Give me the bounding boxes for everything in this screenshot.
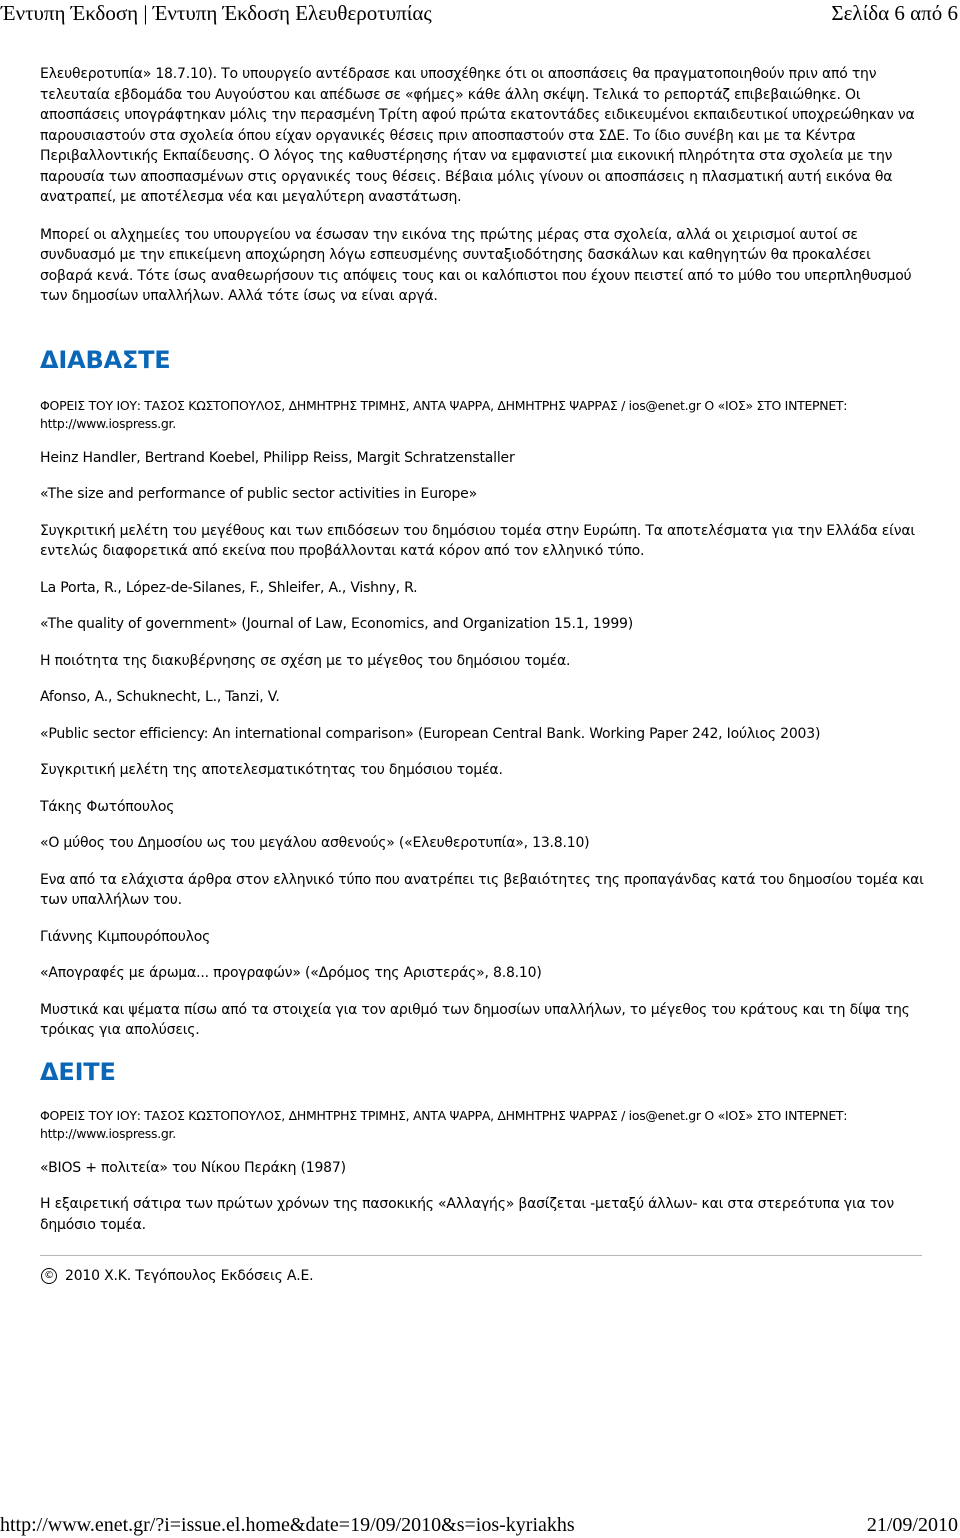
print-footer-date: 21/09/2010 xyxy=(866,1514,958,1536)
section-title-deite: ΔΕΙΤΕ xyxy=(40,1057,116,1086)
print-footer xyxy=(0,1512,960,1538)
watch-list-item: Η εξαιρετική σάτιρα των πρώτων χρόνων της πασοκικής «Αλλαγής» βασίζεται -μεταξύ άλλων- και στα στερεότυπα για τον δημόσιο τομέα. xyxy=(40,1196,895,1233)
print-header-title: Έντυπη Έκδοση | Έντυπη Έκδοση Ελευθεροτυπίας xyxy=(1,1,432,25)
reading-list-item: Τάκης Φωτόπουλος xyxy=(40,798,175,815)
print-header xyxy=(0,0,960,28)
reading-list-item: Συγκριτική μελέτη του μεγέθους και των επιδόσεων του δημόσιου τομέα στην Ευρώπη. Τα αποτελέσματα για την Ελλάδα είναι εντελώς διαφορετικά από εκείνα που προβάλλονται κατά κόρον από τον ελληνικό τύπο. xyxy=(40,522,915,559)
reading-list-item: Heinz Handler, Bertrand Koebel, Philipp Reiss, Margit Schratzenstaller xyxy=(40,449,515,466)
reading-list-item: «The quality of government» (Journal of Law, Economics, and Organization 15.1, 1999) xyxy=(40,616,634,632)
reading-list-item: Μυστικά και ψέματα πίσω από τα στοιχεία για τον αριθμό των δημοσίων υπαλλήλων, το μέγεθος του κράτους και τη δίψα της τρόικας για απολύσεις. xyxy=(40,1001,910,1038)
reading-list-item: Afonso, A., Schuknecht, L., Tanzi, V. xyxy=(40,689,280,705)
watch-list xyxy=(40,1158,925,1236)
reading-list-item: La Porta, R., López-de-Silanes, F., Shleifer, A., Vishny, R. xyxy=(40,579,418,596)
copyright-notice xyxy=(40,1266,925,1287)
copyright-icon: © xyxy=(41,1268,57,1284)
footer-divider xyxy=(40,1255,922,1256)
reading-list-item: Συγκριτική μελέτη της αποτελεσματικότητας του δημόσιου τομέα. xyxy=(40,762,503,778)
print-header-page-number: Σελίδα 6 από 6 xyxy=(831,1,958,25)
reading-list-item: «The size and performance of public sector activities in Europe» xyxy=(40,486,477,502)
print-footer-url: http://www.enet.gr/?i=issue.el.home&date=19/09/2010&s=ios-kyriakhs xyxy=(0,1514,575,1536)
reading-list-item: Η ποιότητα της διακυβέρνησης σε σχέση με το μέγεθος του δημόσιου τομέα. xyxy=(40,652,571,669)
publisher-credits: ΦΟΡΕΙΣ ΤΟΥ ΙΟΥ: ΤΑΣΟΣ ΚΩΣΤΟΠΟΥΛΟΣ, ΔΗΜΗΤΡΗΣ ΤΡΙΜΗΣ, ΑΝΤΑ ΨΑΡΡΑ, ΔΗΜΗΤΡΗΣ ΨΑΡΡΑΣ / ios@enet.gr Ο «ΙΟΣ» ΣΤΟ ΙΝΤΕΡΝΕΤ: http://www.iospress.gr. xyxy=(40,1107,848,1141)
reading-list-item: «Απογραφές με άρωμα... προγραφών» («Δρόμος της Αριστεράς», 8.8.10) xyxy=(40,965,542,981)
copyright-text: 2010 Χ.Κ. Τεγόπουλος Εκδόσεις Α.Ε. xyxy=(65,1268,314,1284)
article-paragraph: Μπορεί οι αλχημείες του υπουργείου να έσωσαν την εικόνα της πρώτης μέρας στα σχολεία, αλλά οι χειρισμοί αυτοί σε συνδυασμό με την επικείμενη αποχώρηση λόγω εσπευσμένης συνταξιοδότησης δασκάλων και καθηγητών θα προκαλέσει σοβαρά κενά. Τότε ίσως αναθεωρήσουν τις απόψεις τους και οι καλόπιστοι που έχουν πειστεί από το μύθο του υπερπληθυσμού των δημοσίων υπαλλήλων. Αλλά τότε ίσως να είναι αργά. xyxy=(40,226,912,304)
reading-list-item: «Public sector efficiency: An international comparison» (European Central Bank. Working Paper 242, Ιούλιος 2003) xyxy=(40,725,821,742)
reading-list xyxy=(40,448,925,1041)
watch-list-item: «BIOS + πολιτεία» του Νίκου Περάκη (1987) xyxy=(40,1159,346,1176)
section-title-diavaste: ΔΙΑΒΑΣΤΕ xyxy=(40,345,171,374)
article-paragraph: Ελευθεροτυπία» 18.7.10). Το υπουργείο αντέδρασε και υποσχέθηκε ότι οι αποσπάσεις θα πραγματοποιηθούν πριν από την τελευταία εβδομάδα του Αυγούστου και απέδωσε σε «φήμες» κάθε άλλη σκέψη. Τελικά το ρεπορτάζ επιβεβαιώθηκε. Οι αποσπάσεις υπογράφτηκαν μόλις την περασμένη Τρίτη αφού πρώτα εκατοντάδες ειδικευμένοι εκπαιδευτικοί υποχρεώθηκαν να παρουσιαστούν στα σχολεία όπου είχαν οργανικές θέσεις πριν αποσπαστούν στα ΣΔΕ. Το ίδιο συνέβη και με τα Κέντρα Περιβαλλοντικής Εκπαίδευσης. Ο λόγος της καθυστέρησης ήταν να εμφανιστεί μια εικονική πληρότητα στα σχολεία με την παρουσία των αποσπασμένων στις οργανικές τους θέσεις. Βέβαια μόλις γίνουν οι αποσπάσεις η πλασματική αυτή εικόνα θα ανατραπεί, με αποτέλεσμα νέα και μεγαλύτερη αναστάτωση. xyxy=(40,66,915,205)
reading-list-item: Ενα από τα ελάχιστα άρθρα στον ελληνικό τύπο που ανατρέπει τις βεβαιότητες της προπαγάνδας κατά του δημοσίου τομέα και των υπαλλήλων του. xyxy=(40,871,924,908)
article-body xyxy=(40,64,925,307)
publisher-credits: ΦΟΡΕΙΣ ΤΟΥ ΙΟΥ: ΤΑΣΟΣ ΚΩΣΤΟΠΟΥΛΟΣ, ΔΗΜΗΤΡΗΣ ΤΡΙΜΗΣ, ΑΝΤΑ ΨΑΡΡΑ, ΔΗΜΗΤΡΗΣ ΨΑΡΡΑΣ / ios@enet.gr Ο «ΙΟΣ» ΣΤΟ ΙΝΤΕΡΝΕΤ: http://www.iospress.gr. xyxy=(40,397,848,431)
reading-list-item: «Ο μύθος του Δημοσίου ως του μεγάλου ασθενούς» («Ελευθεροτυπία», 13.8.10) xyxy=(40,835,590,851)
article-content xyxy=(40,64,925,1287)
reading-list-item: Γιάννης Κιμπουρόπουλος xyxy=(40,928,211,945)
